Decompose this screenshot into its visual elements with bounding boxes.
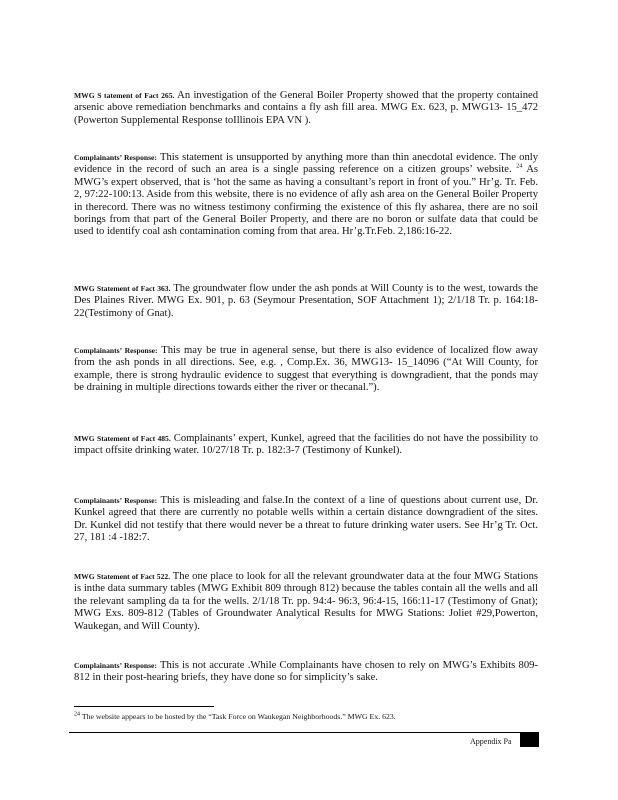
complainants-response-485 — [74, 495, 538, 545]
paragraph-label: MWG Statement of Fact 485. — [74, 434, 171, 443]
paragraph-label: MWG Statement of Fact 363. — [74, 284, 171, 293]
paragraph-body: This is not accurate .While Complainants have chosen to rely on MWG’s Exhibits 809-812 in their post-hearing briefs, they have done so for simplicity’s sake. — [74, 660, 538, 684]
paragraph-label: Complainants’ Response: — [74, 661, 157, 670]
footer-divider — [69, 732, 539, 733]
footnote-divider — [74, 706, 214, 707]
page-footer: Appendix Pa — [470, 737, 512, 746]
complainants-response-363 — [74, 345, 538, 395]
mwg-statement-265 — [74, 90, 538, 127]
mwg-statement-363 — [74, 283, 538, 320]
mwg-statement-485 — [74, 433, 538, 458]
paragraph-label: MWG S tatement of Fact 265. — [74, 91, 175, 100]
paragraph-body: The one place to look for all the relevant groundwater data at the four MWG Stations is inthe data summary tables (MWG Exhibit 809 through 812) because the tables contain all the wells and all the relevant sampling da ta for the wells. 2/1/18 Tr. pp. 94:4- 96:3, 96:4-15, 166:11-17 (Testimony of Gnat); MWG Exs. 809-812 (Tables of Groundwater Analytical Results for MWG Stations: Joliet #29,Powerton, Waukegan, and Will County). — [74, 571, 538, 632]
paragraph-body: This may be true in ageneral sense, but there is also evidence of localized flow away from the ash ponds in all directions. See, e.g. , Comp.Ex. 36, MWG13- 15_14096 (“At Will County, for example, there is strong hydraulic evidence to suggest that everything is downgradient, that the ponds may be draining in multiple directions towards either the river or thecanal.”). — [74, 345, 538, 394]
paragraph-body: This statement is unsupported by anything more than thin anecdotal evidence. The only evidence in the record of such an area is a single passing reference on a citizen groups’ website. — [74, 152, 538, 176]
paragraph-label: Complainants’ Response: — [74, 153, 157, 162]
complainants-response-522 — [74, 660, 538, 685]
paragraph-body: The groundwater flow under the ash ponds at Will County is to the west, towards the Des Plaines River. MWG Ex. 901, p. 63 (Seymour Presentation, SOF Attachment 1); 2/1/18 Tr. p. 164:18- 22(Testimony of Gnat). — [74, 283, 539, 319]
footnote — [74, 712, 538, 722]
paragraph-body: An investigation of the General Boiler Property showed that the property contained arsenic above remediation benchmarks and contains a fly ash fill area. MWG Ex. 623, p. MWG13- 15_472 (Powerton Supplemental Response toIllinois EPA VN ). — [74, 90, 538, 126]
paragraph-label: Complainants’ Response: — [74, 346, 158, 355]
page-number-redaction — [520, 733, 539, 747]
paragraph-label: MWG Statement of Fact 522. — [74, 572, 171, 581]
paragraph-body: Complainants’ expert, Kunkel, agreed that the facilities do not have the possibility to impact offsite drinking water. 10/27/18 Tr. p. 182:3-7 (Testimony of Kunkel). — [74, 433, 538, 457]
footnote-reference: 24 — [516, 163, 523, 170]
paragraph-body: This is misleading and false.In the context of a line of questions about current use, Dr. Kunkel agreed that there are currently no potable wells within a certain distance downgradient of the sites. Dr. Kunkel did not testify that there would never be a threat to future drinking water users. See Hr’g Tr. Oct. 27, 181 :4 -182:7. — [74, 495, 538, 544]
complainants-response-265 — [74, 152, 538, 239]
footnote-text: The website appears to be hosted by the “Task Force on Waukegan Neighborhoods.” MWG Ex. 623. — [81, 712, 396, 721]
paragraph-label: Complainants’ Response: — [74, 496, 158, 505]
paragraph-body-continued: As MWG’s expert observed, that is ‘hot the same as having a consultant’s report in front of you.” Hr’g. Tr. Feb. 2, 97:22-100:13. Aside from this website, there is no evidence of afly ash area on the General Boiler Property in therecord. There was no witness testimony confirming the existence of this fly asharea, there are no soil borings from that part of the General Boiler Property, and there are no boron or sulfate data that could be used to identify coal ash contamination coming from that area. Hr’g.Tr.Feb. 2,186:16-22. — [74, 164, 538, 238]
mwg-statement-522 — [74, 571, 538, 633]
footnote-number: 24 — [74, 711, 80, 718]
